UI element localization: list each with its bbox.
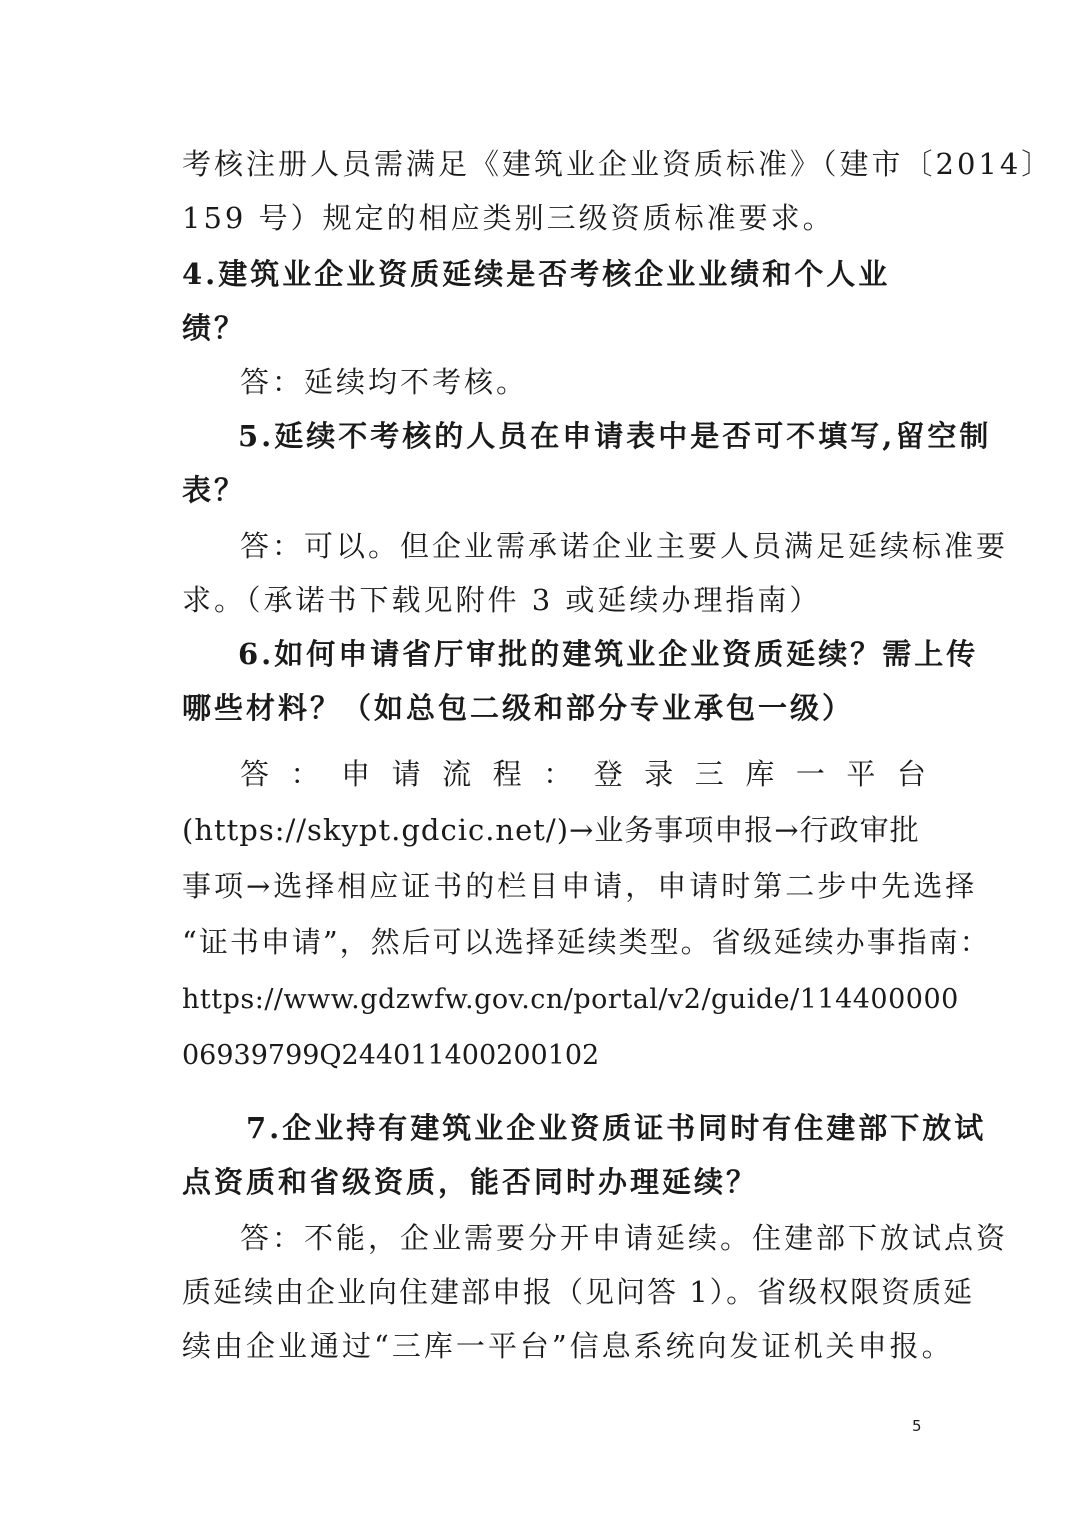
char: 答	[240, 757, 270, 791]
question-4-heading: 4.建筑业企业资质延续是否考核企业业绩和个人业	[182, 257, 891, 291]
char: 平	[846, 757, 876, 791]
char: ：	[290, 757, 320, 791]
answer-7-cont: 续由企业通过“三库一平台”信息系统向发证机关申报。	[182, 1329, 954, 1363]
char: 程	[492, 757, 522, 791]
answer-6-spaced-line	[240, 754, 926, 794]
char: 录	[644, 757, 674, 791]
question-5-heading: 5.延续不考核的人员在申请表中是否可不填写,留空制	[238, 419, 992, 453]
question-7-heading: 7.企业持有建筑业企业资质证书同时有住建部下放试	[246, 1111, 987, 1145]
char: 登	[593, 757, 623, 791]
char: 三	[694, 757, 724, 791]
char: 一	[795, 757, 825, 791]
answer-7: 答：不能，企业需要分开申请延续。住建部下放试点资	[240, 1221, 1009, 1255]
paragraph-line: 考核注册人员需满足《建筑业企业资质标准》（建市〔2014〕	[182, 147, 1054, 181]
question-6-heading-cont: 哪些材料？（如总包二级和部分专业承包一级）	[182, 691, 855, 725]
char: 申	[341, 757, 371, 791]
guide-url: https://www.gdzwfw.gov.cn/portal/v2/guide/114400000	[182, 984, 959, 1015]
answer-5: 答：可以。但企业需承诺企业主要人员满足延续标准要	[240, 529, 1009, 563]
answer-6-line: “证书申请”，然后可以选择延续类型。省级延续办事指南：	[182, 925, 991, 959]
char: ：	[543, 757, 573, 791]
answer-7-cont: 质延续由企业向住建部申报（见问答 1）。省级权限资质延	[182, 1275, 975, 1309]
answer-6-line: 事项→选择相应证书的栏目申请，申请时第二步中先选择	[182, 869, 978, 903]
answer-5-cont: 求。（承诺书下载见附件 3 或延续办理指南）	[182, 583, 822, 617]
question-6-heading: 6.如何申请省厅审批的建筑业企业资质延续？需上传	[238, 637, 979, 671]
answer-4: 答：延续均不考核。	[240, 365, 529, 399]
char: 请	[391, 757, 421, 791]
question-7-heading-cont: 点资质和省级资质，能否同时办理延续？	[182, 1165, 759, 1199]
page-number: 5	[912, 1417, 922, 1435]
char: 流	[442, 757, 472, 791]
paragraph-line: 159 号）规定的相应类别三级资质标准要求。	[182, 201, 835, 235]
char: 库	[745, 757, 775, 791]
question-5-heading-cont: 表？	[182, 473, 247, 507]
answer-6-url-line: (https://skypt.gdcic.net/)→业务事项申报→行政审批	[182, 813, 920, 847]
question-4-heading-cont: 绩？	[182, 311, 247, 345]
char: 台	[896, 757, 926, 791]
guide-url-cont: 06939799Q244011400200102	[182, 1040, 600, 1071]
